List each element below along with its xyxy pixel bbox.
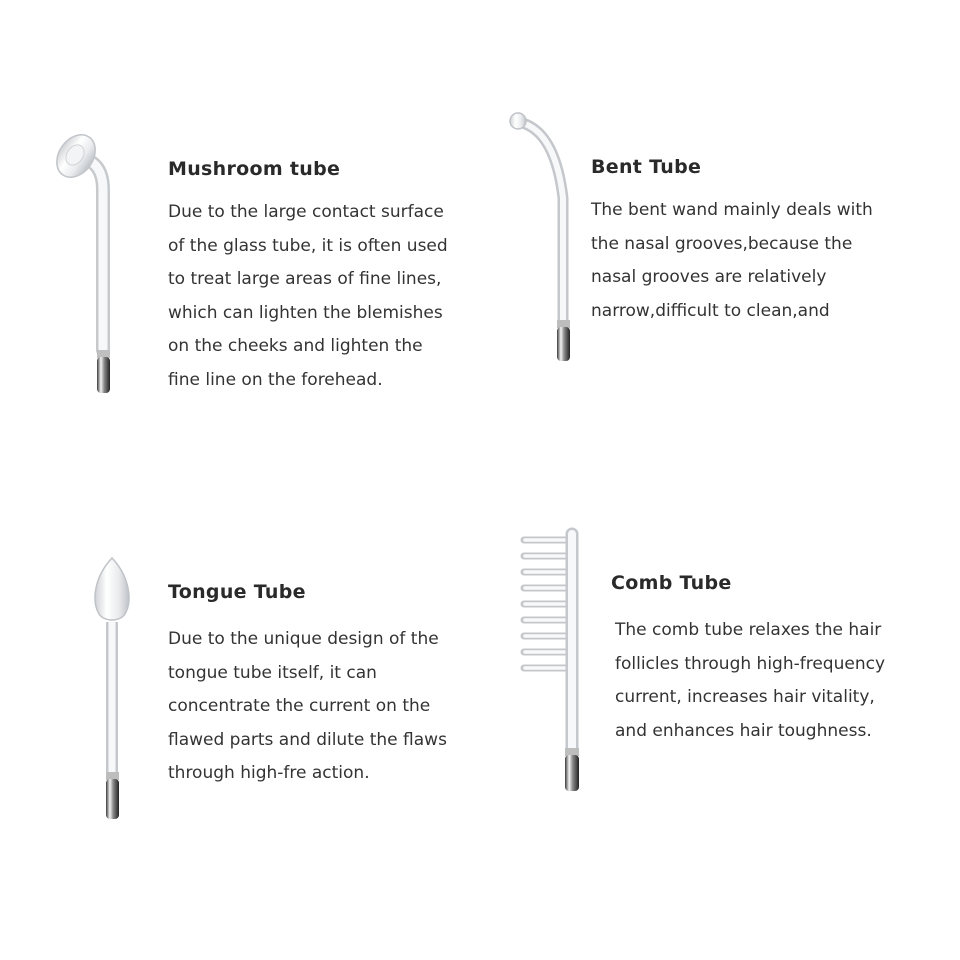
tongue-tube-icon bbox=[85, 552, 140, 827]
description-line: through high-fre action. bbox=[168, 763, 370, 784]
comb-tube-icon bbox=[515, 528, 590, 798]
product-title: Tongue Tube bbox=[168, 581, 306, 603]
description-line: tongue tube itself, it can bbox=[168, 662, 377, 683]
description-line: the nasal grooves,because the bbox=[591, 233, 853, 254]
description-line: of the glass tube, it is often used bbox=[168, 235, 448, 256]
product-title: Bent Tube bbox=[591, 156, 702, 178]
description-line: concentrate the current on the bbox=[168, 696, 431, 717]
description-line: Due to the unique design of the bbox=[168, 629, 439, 649]
description-line: follicles through high-frequency bbox=[615, 653, 886, 674]
mushroom-tube-icon bbox=[55, 128, 130, 398]
product-description bbox=[168, 623, 447, 791]
description-line: The comb tube relaxes the hair bbox=[615, 620, 882, 640]
description-line: flawed parts and dilute the flaws bbox=[168, 729, 447, 750]
product-description bbox=[168, 196, 448, 398]
description-line: to treat large areas of fine lines, bbox=[168, 269, 442, 290]
description-line: nasal grooves are relatively bbox=[591, 267, 827, 288]
description-line: Due to the large contact surface bbox=[168, 202, 444, 222]
bent-tube-icon bbox=[505, 108, 580, 368]
description-line: narrow,difficult to clean,and bbox=[591, 300, 830, 321]
description-line: The bent wand mainly deals with bbox=[591, 200, 873, 220]
product-title: Mushroom tube bbox=[168, 158, 341, 180]
product-description bbox=[615, 614, 885, 748]
product-description bbox=[591, 194, 873, 328]
description-line: and enhances hair toughness. bbox=[615, 720, 872, 741]
description-line: fine line on the forehead. bbox=[168, 369, 383, 390]
product-title: Comb Tube bbox=[611, 572, 732, 594]
description-line: current, increases hair vitality, bbox=[615, 687, 875, 708]
description-line: which can lighten the blemishes bbox=[168, 302, 443, 323]
description-line: on the cheeks and lighten the bbox=[168, 336, 423, 357]
